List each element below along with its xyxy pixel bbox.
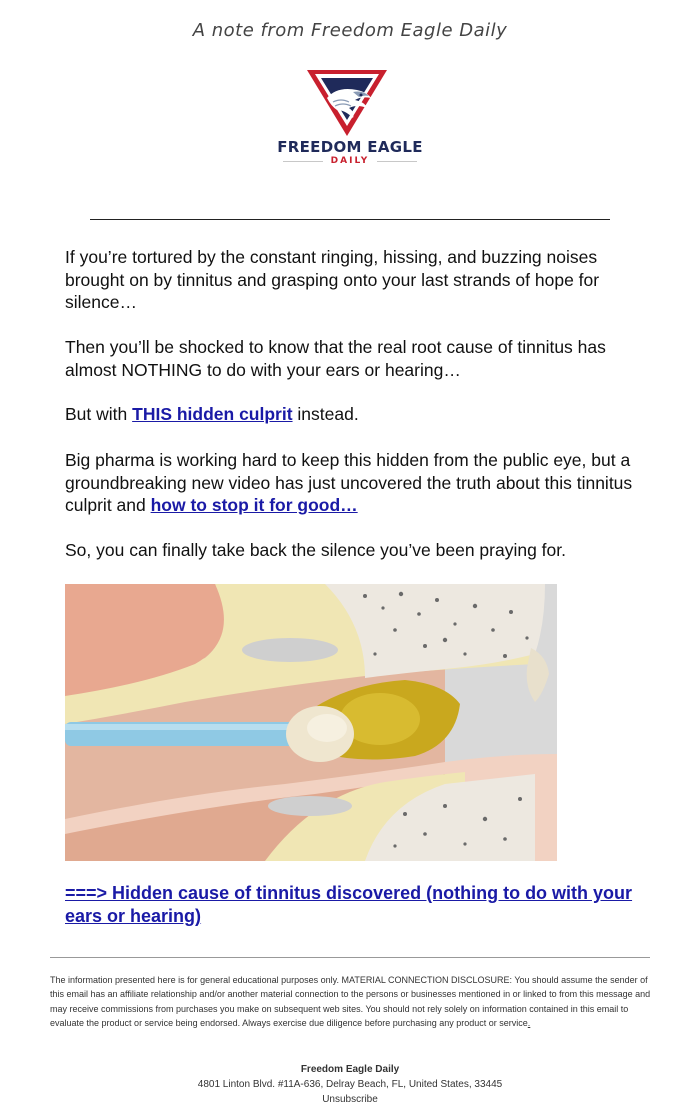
header-divider — [90, 219, 610, 220]
hidden-cause-cta-link[interactable]: ===> Hidden cause of tinnitus discovered (nothing to do with your ears or hearing) — [65, 883, 633, 926]
paragraph-big-pharma — [65, 449, 640, 517]
logo-subtitle: DAILY — [330, 156, 370, 166]
footer-address: 4801 Linton Blvd. #11A-636, Delray Beach, FL, United States, 33445 — [197, 1079, 503, 1090]
paragraph-big-pharma-text: Big pharma is working hard to keep this hidden from the public eye, but a groundbreaking new video has just uncovered the truth about this tinnitus culprit and — [65, 450, 633, 515]
hidden-culprit-link[interactable]: THIS hidden culprit — [132, 404, 293, 424]
header-note: A note from Freedom Eagle Daily — [192, 20, 508, 41]
paragraph-silence: So, you can finally take back the silence you’ve been praying for. — [65, 540, 566, 560]
logo-rule-right — [377, 161, 417, 162]
paragraph-root-cause: Then you’ll be shocked to know that the real root cause of tinnitus has almost NOTHING to do with your ears or hearing… — [65, 337, 606, 380]
unsubscribe-link[interactable]: Unsubscribe — [322, 1094, 378, 1105]
paragraph-culprit-text-before: But with — [65, 404, 133, 424]
disclosure-body: The information presented here is for general educational purposes only. MATERIAL CONNECTION DISCLOSURE: You should assume the sender of this email has an affiliate relationship and/or another material connection to the persons or businesses mentioned in or linked to from this message and may receive commissions from purchases you make on subsequent web sites. You should not rely solely on information contained in this email to evaluate the product or service being endorsed. Always exercise due diligence before purchasing any product or service — [50, 975, 651, 1029]
paragraph-culprit-text-after: instead. — [292, 404, 359, 424]
cta-paragraph — [65, 882, 645, 928]
stop-it-for-good-link[interactable]: how to stop it for good… — [150, 495, 358, 515]
paragraph-intro: If you’re tortured by the constant ringing, hissing, and buzzing noises brought on by tinnitus and grasping onto your last strands of hope for silence… — [65, 247, 600, 312]
logo-title: FREEDOM EAGLE — [277, 138, 423, 156]
footer-company-name: Freedom Eagle Daily — [300, 1064, 400, 1075]
ear-canal-illustration[interactable] — [65, 584, 557, 861]
disclosure-end: . — [527, 1018, 531, 1029]
paragraph-culprit — [65, 403, 640, 426]
footer-divider — [50, 957, 650, 958]
disclosure-text — [50, 973, 652, 1031]
